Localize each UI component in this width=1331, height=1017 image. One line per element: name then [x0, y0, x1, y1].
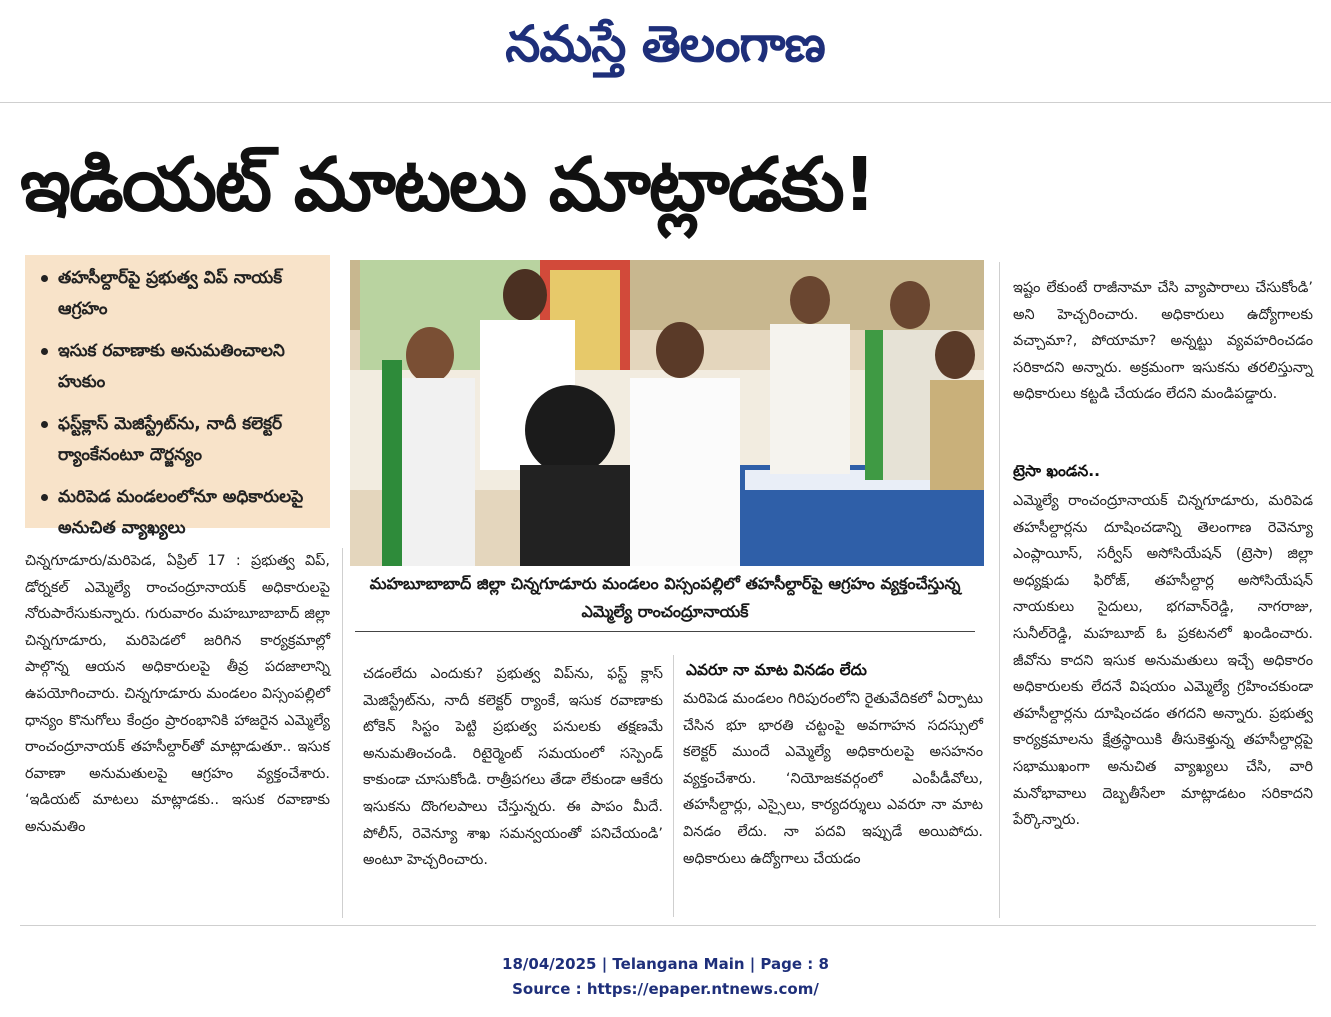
column-divider [342, 548, 343, 918]
highlight-item [37, 409, 320, 471]
highlight-text: ఫస్ట్‌క్లాస్ మెజిస్ట్రేట్‌ను, నాదీ కలెక్టర్ ర్యాంకేనంటూ దౌర్జన్యం [58, 414, 283, 465]
bullet-icon [41, 348, 48, 355]
photo-caption: మహబూబాబాద్ జిల్లా చిన్నగూడూరు మండలం విస్సంపల్లిలో తహసీల్దార్‌పై ఆగ్రహం వ్యక్తంచేస్తున్న ఎమ్మెల్యే రాంచంద్రూనాయక్ [355, 570, 975, 632]
bottom-divider [20, 925, 1316, 926]
highlight-item [37, 263, 320, 325]
highlight-text: ఇసుక రవాణాకు అనుమతించాలని హుకుం [58, 341, 285, 392]
highlight-item [37, 336, 320, 398]
article-column-1 [25, 548, 330, 841]
subheading-column-3: ఎవరూ నా మాట వినడం లేదు [686, 661, 867, 679]
highlight-item [37, 482, 320, 544]
footer-source-link[interactable]: Source : https://epaper.ntnews.com/ [512, 980, 819, 998]
article-text: ఇష్టం లేకుంటే రాజీనామా చేసి వ్యాపారాలు చేసుకోండి’ అని హెచ్చరించారు. అధికారులు ఉద్యోగాలకు వచ్చామా?, పోయామా? అన్నట్టు వ్యవహరించడం సరికాదని అన్నారు. అక్రమంగా ఇసుకను తరలిస్తున్నా అధికారులు కట్టడి చేయడం లేదని మండిపడ్డారు. [1013, 280, 1313, 403]
footer-date-line: 18/04/2025 | Telangana Main | Page : 8 [502, 955, 829, 973]
highlight-text: మరిపెడ మండలంలోనూ అధికారులపై అనుచిత వ్యాఖ్యలు [58, 487, 304, 538]
article-text: మరిపెడ మండలం గిరిపురంలోని రైతువేదికలో ఏర్పాటు చేసిన భూ భారతి చట్టంపై అవగాహన సదస్సులో కలెక్టర్ ముందే ఎమ్మెల్యే అధికారులపై అసహనం వ్యక్తంచేశారు. ‘నియోజకవర్గంలో ఎంపీడీవోలు, తహసీల్దార్లు, ఎస్సైలు, కార్యదర్శులు ఎవరూ నా మాట వినడం లేదు. నా పదవి ఇప్పుడే అయిపోదు. అధికారులు ఉద్యోగాలు చేయడం [683, 691, 983, 867]
column-divider [999, 262, 1000, 918]
bullet-icon [41, 494, 48, 501]
article-text: చిన్నగూడూరు/మరిపెడ, ఏప్రిల్ 17 : ప్రభుత్వ విప్, డోర్నకల్ ఎమ్మెల్యే రాంచంద్రూనాయక్ అధికారులపై నోరుపారేసుకున్నారు. గురువారం మహబూబాబాద్ జిల్లా చిన్నగూడూరు, మరిపెడలో జరిగిన కార్యక్రమాల్లో పాల్గొన్న ఆయన అధికారులపై తీవ్ర పదజాలాన్ని ఉపయోగించారు. చిన్నగూడూరు మండలం విస్సంపల్లిలో ధాన్యం కొనుగోలు కేంద్రం ప్రారంభానికి హాజరైన ఎమ్మెల్యే రాంచంద్రూనాయక్ తహసీల్దార్‌తో మాట్లాడుతూ.. ఇసుక రవాణా అనుమతులపై ఆగ్రహం వ్యక్తంచేశారు. ‘ఇడియట్ మాటలు మాట్లాడకు.. ఇసుక రవాణాకు అనుమతిం [25, 553, 330, 835]
bullet-icon [41, 421, 48, 428]
news-photo [350, 260, 984, 566]
masthead [0, 0, 1331, 100]
article-column-4-bottom [1013, 488, 1313, 834]
bullet-icon [41, 275, 48, 282]
article-text: ఎమ్మెల్యే రాంచంద్రూనాయక్ చిన్నగూడూరు, మరిపెడ తహసీల్దార్లను దూషించడాన్ని తెలంగాణ రెవెన్యూ ఎంప్లాయీస్, సర్వీస్ అసోసియేషన్ (ట్రెసా) జిల్లా అధ్యక్షుడు ఫిరోజ్, తహసీల్దార్ల అసోసియేషన్ నాయకులు సైదులు, భగవాన్‌రెడ్డి, నాగరాజు, సునీల్‌రెడ్డి, మహబూబ్ ఓ ప్రకటనలో ఖండించారు. జీవోను కాదని ఇసుక అనుమతులు ఇచ్చే అధికారం అధికారులకు లేదనే విషయం ఎమ్మెల్యే గ్రహించకుండా తహసీల్దార్లను దూషించడం తగదని అన్నారు. ప్రభుత్వ కార్యక్రమాలను క్షేత్రస్థాయికి తీసుకెళ్తున్న తహసీల్దార్లపై సభాముఖంగా అనుచిత వ్యాఖ్యలు చేసి, వారి మనోభావాలు దెబ్బతీసేలా మాట్లాడటం సరికాదని పేర్కొన్నారు. [1013, 493, 1313, 829]
article-text: చడంలేదు ఎందుకు? ప్రభుత్వ విప్‌ను, ఫస్ట్ క్లాస్ మెజిస్ట్రేట్‌ను, నాదీ కలెక్టర్ ర్యాంకే, ఇసుక రవాణాకు టోకెన్ సిస్టం పెట్టి ప్రభుత్వ పనులకు తక్షణమే అనుమతించండి. రిటైర్మెంట్ సమయంలో సస్పెండ్ కాకుండా చూసుకోండి. రాత్రీపగలు తేడా లేకుండా ఆకేరు ఇసుకను దొంగలపాలు చేస్తున్నరు. ఈ పాపం మీదే. పోలీస్, రెవెన్యూ శాఖ సమన్వయంతో పనిచేయండి’ అంటూ హెచ్చరించారు. [363, 666, 663, 869]
newspaper-logo: నమస్తే తెలంగాణ [505, 15, 825, 73]
highlight-text: తహసీల్దార్‌పై ప్రభుత్వ విప్ నాయక్ ఆగ్రహం [58, 268, 283, 319]
headline: ఇడియట్ మాటలు మాట్లాడకు! [20, 142, 875, 228]
news-photo-illustration [350, 260, 984, 566]
highlights-box [25, 255, 330, 538]
article-column-4-top [1013, 275, 1313, 408]
subheading-column-4: ట్రెసా ఖండన.. [1013, 462, 1101, 480]
column-divider [673, 655, 674, 917]
article-column-3 [683, 686, 983, 872]
footer [0, 952, 1331, 1002]
masthead-divider [0, 102, 1331, 103]
article-column-2 [363, 661, 663, 874]
